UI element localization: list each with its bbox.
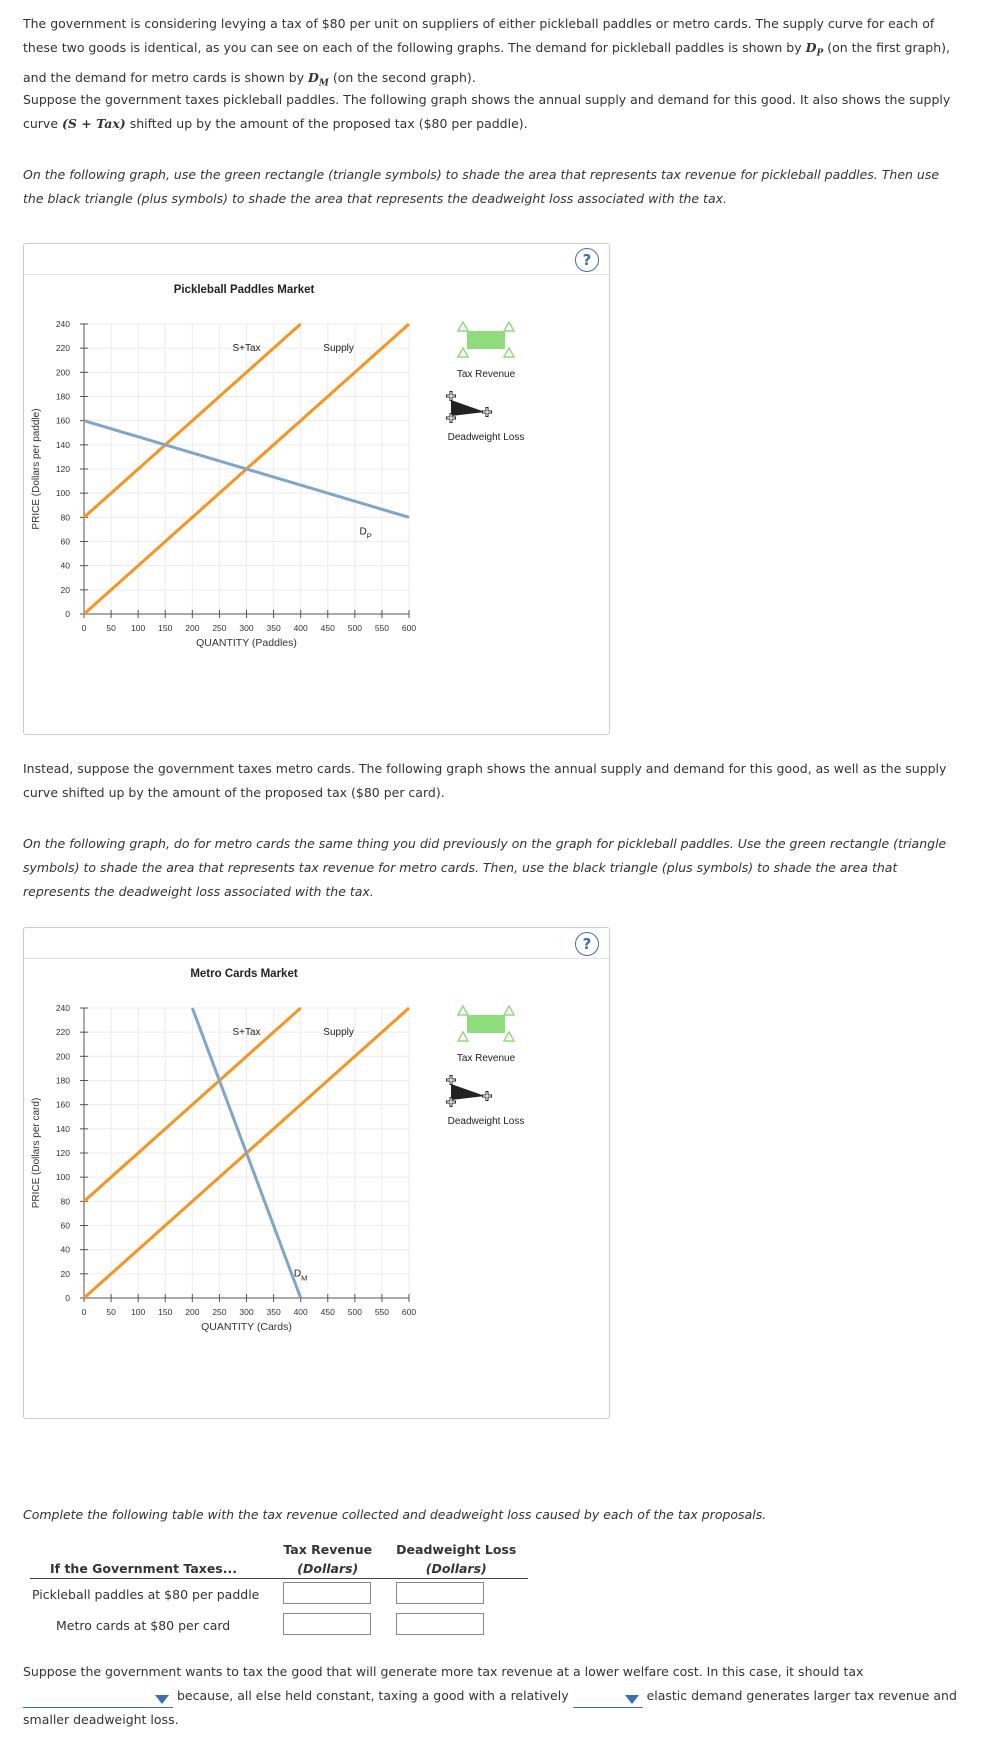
y-tick-label: 20 — [60, 1268, 70, 1279]
tax-revenue-legend-label: Tax Revenue — [456, 369, 516, 380]
x-axis-label: QUANTITY (Paddles) — [196, 637, 297, 649]
help-icon[interactable]: ? — [575, 248, 599, 272]
x-tick-label: 250 — [212, 623, 227, 633]
triangle-icon — [504, 1032, 514, 1041]
metro-graph-panel — [23, 927, 610, 1419]
x-axis-label: QUANTITY (Cards) — [201, 1321, 292, 1333]
x-tick-label: 450 — [320, 1307, 335, 1317]
y-tick-label: 180 — [55, 1075, 70, 1086]
tax-revenue-legend-label: Tax Revenue — [456, 1053, 516, 1064]
deadweight-loss-legend-label: Deadweight Loss — [447, 1116, 525, 1127]
metro-chart[interactable] — [24, 928, 609, 1418]
table-row — [30, 1610, 528, 1641]
supply-label: Supply — [323, 343, 354, 355]
x-tick-label: 400 — [293, 1307, 308, 1317]
help-icon[interactable]: ? — [575, 932, 599, 956]
tax-revenue-swatch — [467, 331, 505, 349]
plus-icon — [483, 408, 491, 416]
col-government-taxes: If the Government Taxes... — [50, 1561, 237, 1576]
demand-label: $D_M$ — [293, 1268, 308, 1283]
col-deadweight-loss-unit: (Dollars) — [425, 1561, 487, 1576]
chart-title: Metro Cards Market — [190, 968, 298, 980]
y-tick-label: 140 — [55, 1123, 70, 1134]
x-tick-label: 300 — [239, 1307, 254, 1317]
instruction-paragraph-1: On the following graph, use the green rectangle (triangle symbols) to shade the area that represents tax revenue for pickleball paddles. Then use the black triangle (plus symbols) to shade the area that represents the deadweight loss associated with the tax. — [23, 167, 940, 206]
y-tick-label: 160 — [55, 1099, 70, 1110]
x-tick-label: 350 — [266, 623, 281, 633]
supply-label: Supply — [323, 1027, 354, 1039]
plus-icon — [483, 1092, 491, 1100]
y-tick-label: 120 — [55, 1148, 70, 1158]
x-tick-label: 500 — [347, 1307, 362, 1317]
triangle-icon — [458, 1032, 468, 1041]
y-tick-label: 60 — [60, 536, 70, 547]
tax-revenue-swatch — [467, 1015, 505, 1033]
x-tick-label: 550 — [374, 1307, 390, 1317]
y-tick-label: 20 — [60, 584, 70, 595]
x-tick-label: 100 — [131, 623, 146, 633]
table-intro: Complete the following table with the tax revenue collected and deadweight loss caused by each of the tax proposals. — [23, 1507, 767, 1522]
x-tick-label: 200 — [185, 1307, 200, 1317]
col-tax-revenue-unit: (Dollars) — [297, 1561, 359, 1576]
col-deadweight-loss: Deadweight Loss — [396, 1542, 517, 1557]
elasticity-dropdown[interactable] — [573, 1691, 643, 1708]
y-tick-label: 0 — [65, 609, 70, 619]
y-tick-label: 0 — [65, 1293, 70, 1303]
final-paragraph: Suppose the government wants to tax the good that will generate more tax revenue at a lower welfare cost. In this case, it should tax because, all else held constant, taxing a good with a relatively elastic demand generates larger tax revenue and smaller deadweight loss. — [23, 1664, 957, 1727]
s-tax-label: S+Tax — [232, 1027, 261, 1039]
triangle-icon — [504, 348, 514, 357]
paddles-deadweight-loss-input[interactable] — [396, 1582, 484, 1604]
demand-label: $D_P$ — [359, 526, 372, 541]
x-tick-label: 350 — [266, 1307, 281, 1317]
y-tick-label: 240 — [55, 1003, 70, 1013]
x-tick-label: 150 — [158, 1307, 173, 1317]
y-tick-label: 120 — [55, 464, 70, 474]
triangle-icon — [458, 322, 468, 331]
s-tax-label: S+Tax — [232, 343, 261, 355]
y-tick-label: 40 — [60, 1244, 70, 1255]
x-tick-label: 200 — [185, 623, 200, 633]
y-tick-label: 200 — [55, 367, 70, 378]
x-tick-label: 300 — [239, 623, 254, 633]
metro-tax-revenue-input[interactable] — [283, 1613, 371, 1635]
x-tick-label: 600 — [401, 623, 417, 633]
y-tick-label: 100 — [55, 1172, 70, 1183]
y-tick-label: 140 — [55, 439, 70, 450]
y-tick-label: 160 — [55, 415, 70, 426]
y-axis-label: PRICE (Dollars per card) — [31, 1097, 42, 1209]
y-tick-label: 80 — [60, 1196, 70, 1207]
x-tick-label: 550 — [374, 623, 390, 633]
x-tick-label: 150 — [158, 623, 173, 633]
pickleball-graph-panel — [23, 243, 610, 735]
x-tick-label: 450 — [320, 623, 335, 633]
instruction-paragraph-2: On the following graph, do for metro cards the same thing you did previously on the graph for pickleball paddles. Use the green rectangle (triangle symbols) to shade the area that represents tax revenue for metro cards. Then, use the black triangle (plus symbols) to shade the area that represents the deadweight loss associated with the tax. — [23, 836, 947, 899]
x-tick-label: 0 — [81, 1307, 87, 1317]
row-label: Pickleball paddles at $80 per paddle — [32, 1587, 260, 1602]
deadweight-loss-swatch — [451, 400, 485, 416]
y-tick-label: 240 — [55, 319, 70, 329]
x-tick-label: 0 — [81, 623, 87, 633]
x-tick-label: 250 — [212, 1307, 227, 1317]
x-tick-label: 50 — [106, 1307, 116, 1317]
y-tick-label: 60 — [60, 1220, 70, 1231]
chevron-down-icon — [625, 1695, 639, 1704]
y-tick-label: 80 — [60, 512, 70, 523]
y-tick-label: 220 — [55, 1027, 70, 1038]
y-tick-label: 100 — [55, 488, 70, 499]
triangle-icon — [504, 1006, 514, 1015]
x-tick-label: 600 — [401, 1307, 417, 1317]
results-table — [30, 1540, 528, 1641]
pickleball-chart[interactable] — [24, 244, 609, 734]
triangle-icon — [458, 348, 468, 357]
intro-paragraph-2: Suppose the government taxes pickleball paddles. The following graph shows the annual supply and demand for this good. It also shows the supply curve (S + Tax) shifted up by the amount of the proposed tax ($80 per paddle). — [23, 92, 951, 131]
y-tick-label: 180 — [55, 391, 70, 402]
metro-deadweight-loss-input[interactable] — [396, 1613, 484, 1635]
good-to-tax-dropdown[interactable] — [23, 1691, 173, 1708]
intro-paragraph-1: The government is considering levying a tax of $80 per unit on suppliers of either pickleball paddles or metro cards. The supply curve for each of these two goods is identical, as you can see on each of the following graphs. The demand for pickleball paddles is shown by $D_P$ (on the first graph), and the demand for metro cards is shown by $D_M$ (on the second graph). — [23, 16, 950, 88]
y-tick-label: 220 — [55, 343, 70, 354]
paddles-tax-revenue-input[interactable] — [283, 1582, 371, 1604]
x-tick-label: 500 — [347, 623, 362, 633]
chevron-down-icon — [155, 1695, 169, 1704]
x-tick-label: 400 — [293, 623, 308, 633]
y-tick-label: 40 — [60, 560, 70, 571]
chart-title: Pickleball Paddles Market — [173, 284, 315, 296]
x-tick-label: 100 — [131, 1307, 146, 1317]
table-row — [30, 1579, 528, 1611]
plus-icon — [447, 392, 455, 400]
deadweight-loss-legend-label: Deadweight Loss — [447, 432, 525, 443]
y-axis-label: PRICE (Dollars per paddle) — [31, 408, 42, 530]
col-tax-revenue: Tax Revenue — [283, 1542, 373, 1557]
triangle-icon — [504, 322, 514, 331]
row-label: Metro cards at $80 per card — [56, 1618, 231, 1633]
y-tick-label: 200 — [55, 1051, 70, 1062]
plus-icon — [447, 1076, 455, 1084]
deadweight-loss-swatch — [451, 1084, 485, 1100]
middle-paragraph-1: Instead, suppose the government taxes metro cards. The following graph shows the annual supply and demand for this good, as well as the supply curve shifted up by the amount of the proposed tax ($80 per card). — [23, 761, 947, 800]
x-tick-label: 50 — [106, 623, 116, 633]
triangle-icon — [458, 1006, 468, 1015]
